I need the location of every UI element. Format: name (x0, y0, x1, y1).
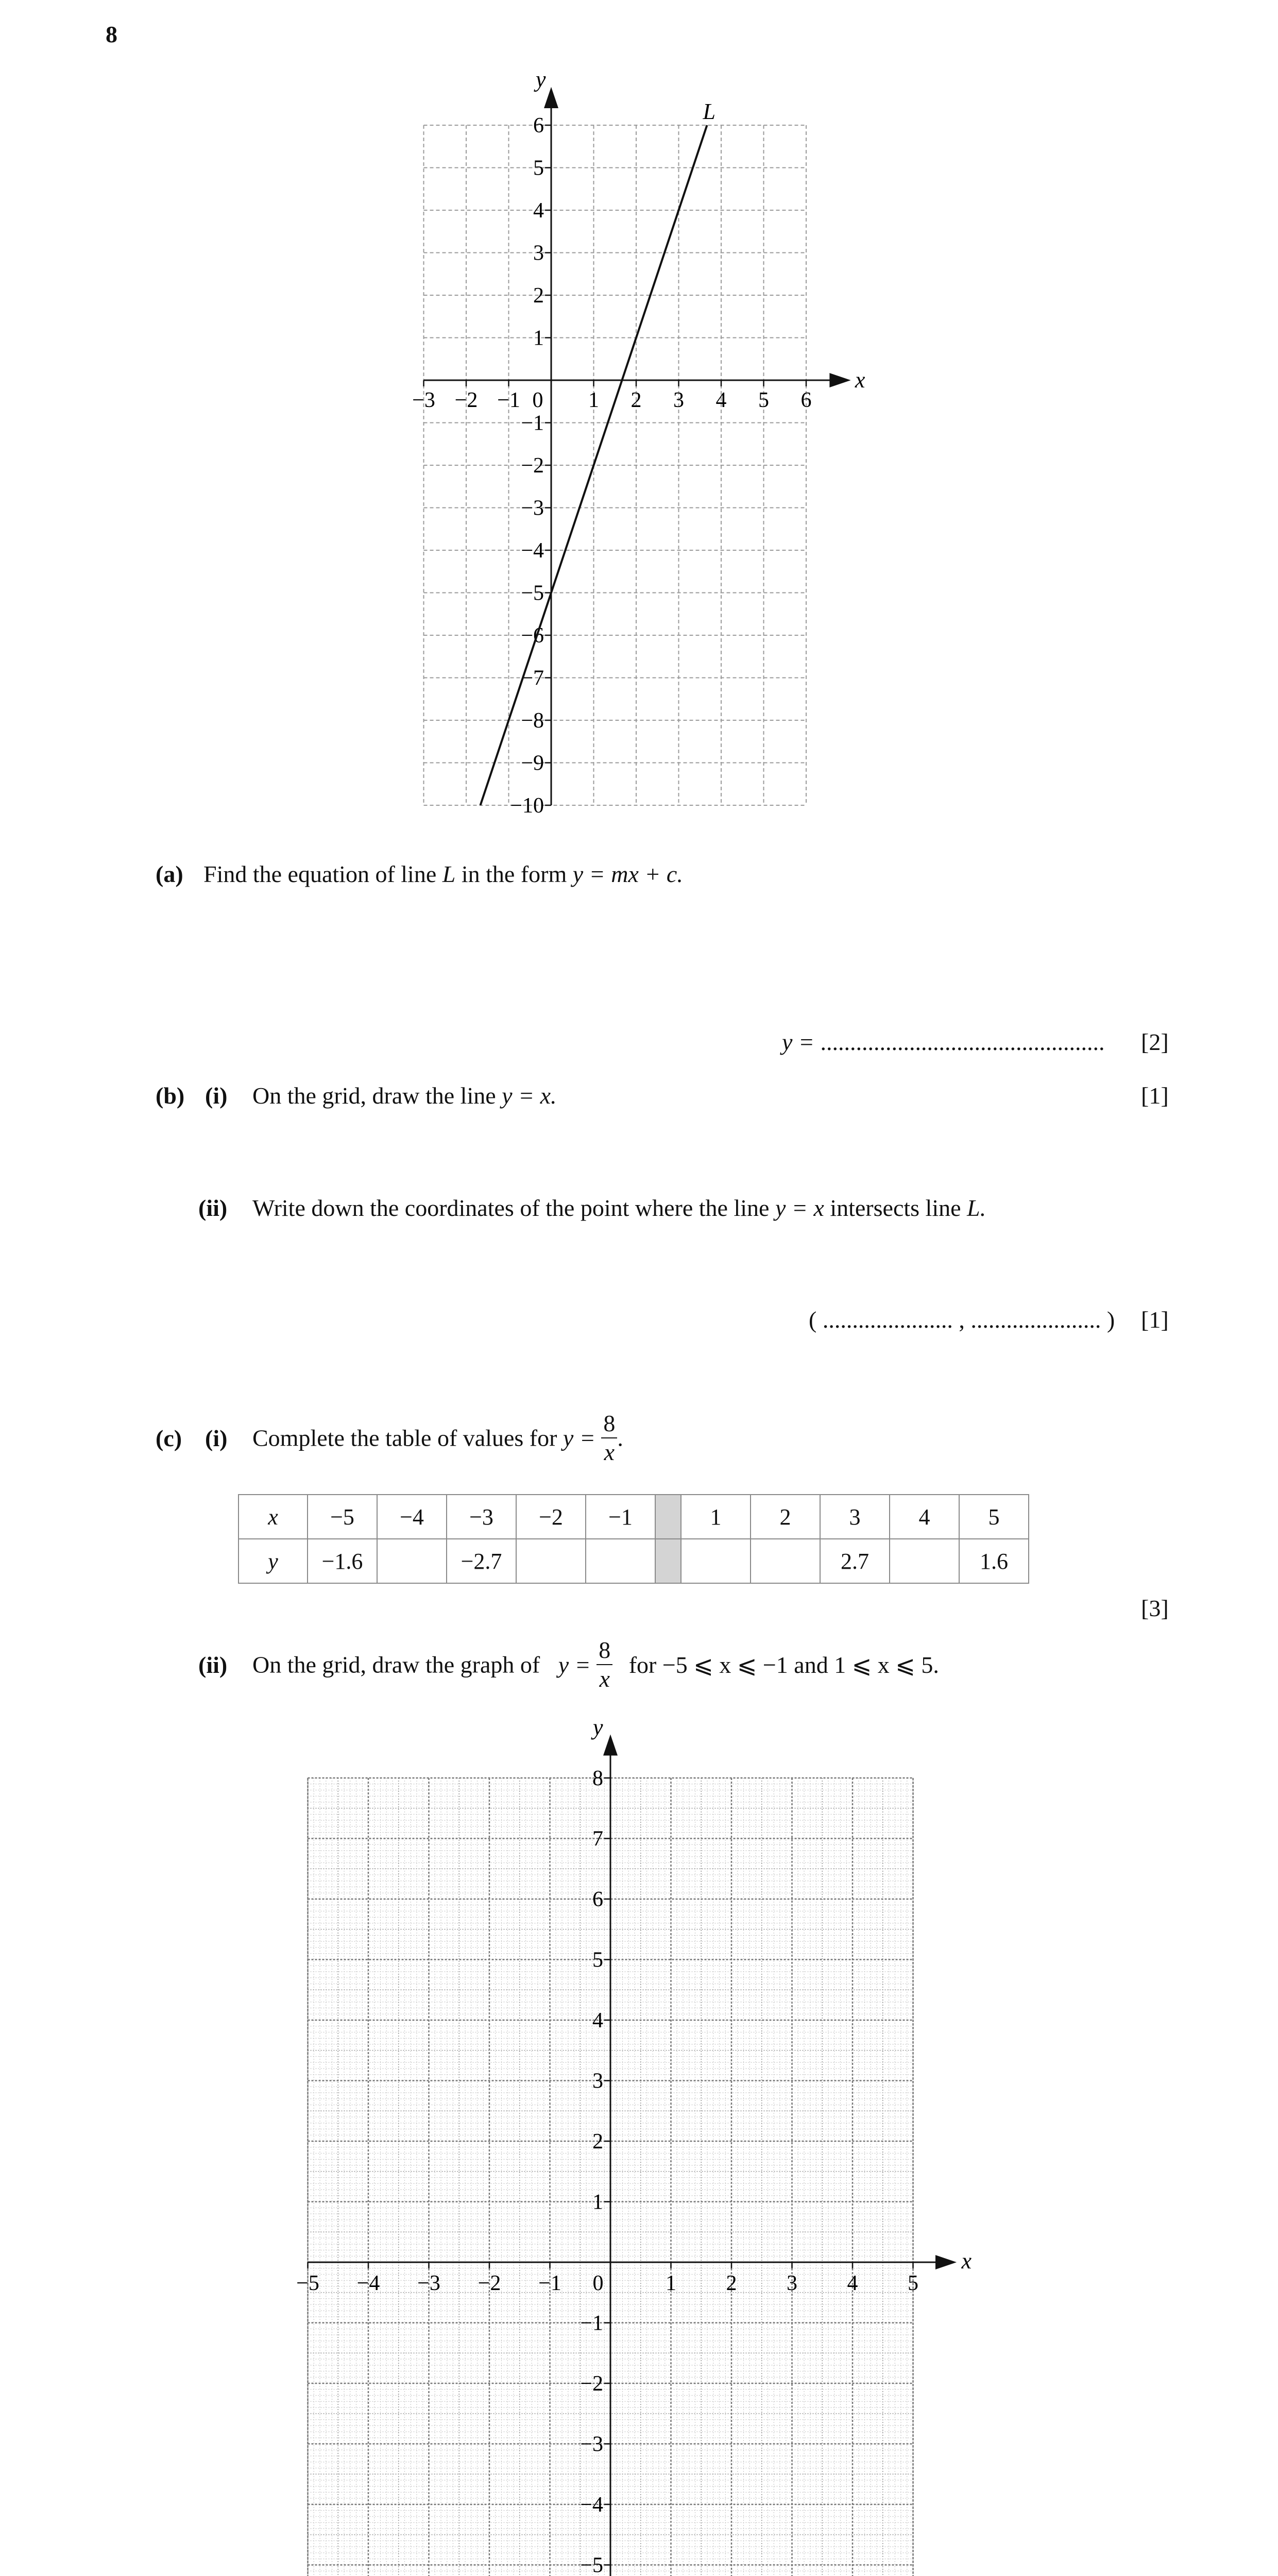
part-b-ii-label: (ii) (198, 1195, 228, 1221)
x-tick-label: −1 (497, 388, 520, 412)
fraction-8-over-x: $\frac{8}{x}$ (597, 1638, 612, 1691)
part-a-answer-line[interactable]: y = ................................................ (782, 1029, 1105, 1055)
table-cell: −4 (377, 1495, 447, 1539)
part-c-i-label: (i) (205, 1425, 228, 1451)
x-tick-label: 1 (588, 388, 599, 412)
y-tick-label: 5 (592, 1948, 603, 1972)
x-tick-label: 6 (800, 388, 812, 412)
y-tick-label: −9 (521, 751, 544, 775)
table-row-x (238, 1495, 1029, 1539)
part-b-i-label: (i) (205, 1082, 228, 1109)
part-b-i-marks: [1] (1141, 1082, 1169, 1109)
x-tick-label: −4 (356, 2272, 380, 2295)
table-cell: −1.6 (308, 1539, 377, 1583)
part-c-label: (c) (156, 1425, 182, 1451)
y-axis-arrow-icon (603, 1734, 618, 1755)
part-c-ii-label: (ii) (198, 1652, 228, 1678)
y-tick-label: 3 (533, 241, 544, 265)
x-axis-arrow-icon (935, 2255, 957, 2269)
x-tick-label: −3 (417, 2272, 440, 2295)
origin-label: 0 (532, 388, 543, 412)
y-tick-label: −2 (521, 454, 544, 478)
x-axis-label: x (855, 367, 865, 393)
x-tick-label: 3 (673, 388, 684, 412)
y-tick-label: 5 (533, 156, 544, 180)
table-gap-cell (655, 1539, 681, 1583)
y-tick-label: −3 (580, 2432, 603, 2456)
y-tick-label: 3 (592, 2069, 603, 2093)
part-c-ii-question: On the grid, draw the graph of y = $\frac{8}{x}$ for −5 ⩽ x ⩽ −1 and 1 ⩽ x ⩽ 5. (252, 1637, 939, 1692)
table-cell-blank[interactable] (890, 1539, 959, 1583)
table-cell: −2 (516, 1495, 586, 1539)
part-b-ii-question: Write down the coordinates of the point where the line y = x intersects line L. (252, 1195, 986, 1221)
y-tick-label: 6 (592, 1888, 603, 1911)
y-tick-label: 1 (533, 326, 544, 350)
y-tick-label: −3 (521, 496, 544, 520)
blank-graph-grid[interactable] (278, 1710, 999, 2576)
fraction-8-over-x: $\frac{8}{x}$ (601, 1412, 617, 1464)
table-cell: −5 (308, 1495, 377, 1539)
line-l-label: L (703, 99, 715, 124)
values-table (238, 1494, 1029, 1584)
table-cell: 2 (751, 1495, 820, 1539)
x-tick-label: −5 (296, 2272, 319, 2295)
table-header-x: x (238, 1495, 308, 1539)
table-cell: −1 (586, 1495, 655, 1539)
y-axis-arrow-icon (544, 87, 558, 108)
part-b-label: (b) (156, 1082, 185, 1109)
question-number: 8 (106, 21, 117, 47)
table-gap-cell (655, 1495, 681, 1539)
part-b-ii-marks: [1] (1141, 1307, 1169, 1333)
x-axis-arrow-icon (829, 373, 850, 387)
x-tick-label: 5 (908, 2272, 918, 2295)
part-c-i-marks: [3] (1141, 1595, 1169, 1621)
y-tick-label: 4 (592, 2009, 603, 2032)
y-tick-label: −2 (580, 2372, 603, 2396)
x-tick-label: −2 (478, 2272, 501, 2295)
table-cell: 4 (890, 1495, 959, 1539)
x-tick-label: −3 (412, 388, 435, 412)
x-tick-label: 2 (726, 2272, 737, 2295)
x-tick-label: 4 (847, 2272, 858, 2295)
table-cell: 3 (820, 1495, 890, 1539)
y-tick-label: 2 (533, 284, 544, 308)
y-axis-label: y (593, 1715, 603, 1740)
table-cell-blank[interactable] (681, 1539, 751, 1583)
x-tick-label: 3 (787, 2272, 797, 2295)
table-cell-blank[interactable] (751, 1539, 820, 1583)
y-tick-label: 8 (592, 1767, 603, 1790)
part-a-label: (a) (156, 861, 183, 887)
y-tick-label: −10 (510, 794, 544, 814)
y-tick-label: −6 (521, 624, 544, 648)
y-tick-label: −5 (580, 2553, 603, 2576)
table-cell: −2.7 (447, 1539, 516, 1583)
x-tick-label: −2 (454, 388, 478, 412)
part-a-question: Find the equation of line L in the form y = mx + c. (203, 861, 683, 887)
table-cell: 5 (959, 1495, 1029, 1539)
y-tick-label: −1 (580, 2311, 603, 2335)
y-tick-label: 2 (592, 2130, 603, 2154)
y-axis-label: y (536, 66, 546, 92)
table-cell: −3 (447, 1495, 516, 1539)
y-tick-label: 7 (592, 1827, 603, 1851)
table-cell: 1.6 (959, 1539, 1029, 1583)
y-tick-label: −7 (521, 666, 544, 690)
y-tick-label: −4 (521, 539, 544, 563)
x-tick-label: −1 (538, 2272, 561, 2295)
table-row-y (238, 1539, 1029, 1583)
y-tick-label: 4 (533, 199, 544, 223)
y-tick-label: −5 (521, 581, 544, 605)
y-tick-label: −1 (521, 411, 544, 435)
x-tick-label: 4 (715, 388, 727, 412)
table-cell-blank[interactable] (516, 1539, 586, 1583)
table-cell: 2.7 (820, 1539, 890, 1583)
part-b-ii-answer-line[interactable]: ( ...................... , ...................... ) (809, 1307, 1115, 1333)
y-tick-label: −4 (580, 2493, 603, 2517)
origin-label: 0 (592, 2272, 604, 2295)
line-l-graph (381, 62, 876, 814)
y-tick-label: 1 (592, 2190, 603, 2214)
table-cell-blank[interactable] (586, 1539, 655, 1583)
part-b-i-question: On the grid, draw the line y = x. (252, 1082, 557, 1109)
table-header-y: y (238, 1539, 308, 1583)
part-c-i-question: Complete the table of values for y = $\frac{8}{x}$ . (252, 1410, 623, 1465)
x-axis-label: x (961, 2248, 972, 2274)
x-tick-label: 1 (666, 2272, 676, 2295)
table-cell: 1 (681, 1495, 751, 1539)
table-cell-blank[interactable] (377, 1539, 447, 1583)
x-tick-label: 5 (758, 388, 769, 412)
y-tick-label: 6 (533, 114, 544, 138)
y-tick-label: −8 (521, 709, 544, 733)
part-a-marks: [2] (1141, 1029, 1169, 1055)
x-tick-label: 2 (631, 388, 642, 412)
